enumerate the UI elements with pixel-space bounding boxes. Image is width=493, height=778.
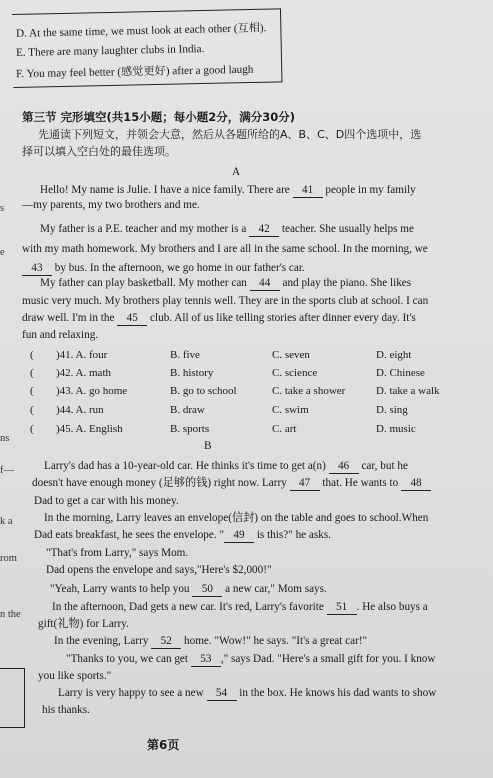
section-instructions-1: 先通读下列短文，并领会大意，然后从各题所给的A、B、C、D四个选项中，选 [38,128,422,141]
margin-fragment: k a [0,516,13,527]
passage-text: In the afternoon, Dad gets a new car. It's red, Larry's favorite [52,601,327,613]
question-option-a: )45. A. English [56,423,123,435]
passage-text: "That's from Larry," says Mom. [46,547,189,559]
blank-53: 53 [191,652,221,667]
passage-b-line [58,686,436,701]
question-option-c: C. seven [272,349,310,361]
question-option-b: B. sports [170,423,210,435]
passage-text: music very much. My brothers play tennis well. They are in the sports club at school. I can [22,295,429,307]
question-option-c: C. swim [272,404,309,416]
option-f: F. You may feel better (感觉更好) after a good laugh [15,63,254,81]
passage-text: gift(礼物) for Larry. [38,618,129,630]
blank-49: 49 [224,528,254,543]
passage-text: in the box. He knows his dad wants to show [236,687,437,699]
passage-text: Larry's dad has a 10-year-old car. He thinks it's time to get a(n) [44,460,329,472]
question-option-d: D. take a walk [376,385,440,397]
question-option-a: )44. A. run [56,404,104,416]
question-option-b: B. go to school [170,385,237,397]
passage-a-line [22,328,98,342]
passage-b-line [38,617,129,631]
section-instructions-2: 择可以填入空白处的最佳选项。 [22,145,176,158]
passage-a-line [22,311,416,326]
passage-text: doesn't have enough money (足够的钱) right now. Larry [32,477,290,489]
blank-42: 42 [249,222,279,237]
question-option-b: B. history [170,367,214,379]
blank-43: 43 [22,261,52,276]
option-d: D. At the same time, we must look at each other (互相). [15,22,267,40]
blank-50: 50 [192,582,222,597]
passage-text: a new car," Mom says. [222,583,327,595]
passage-text: Dad opens the envelope and says,"Here's $2,000!" [46,564,272,576]
passage-text: that. He wants to [319,477,402,489]
passage-text: home. "Wow!" he says. "It's a great car!" [181,635,368,647]
passage-b-line [52,600,428,615]
margin-box [0,668,25,728]
passage-text: his thanks. [42,704,90,716]
passage-a-line [22,294,428,308]
passage-text: teacher. She usually helps me [279,223,414,235]
question-paren: ( [30,367,34,379]
question-option-a: )42. A. math [56,367,111,379]
blank-44: 44 [250,276,280,291]
passage-text: "Thanks to you, we can get [66,653,191,665]
passage-text: In the evening, Larry [54,635,152,647]
blank-51: 51 [327,600,357,615]
passage-text: fun and relaxing. [22,329,99,341]
passage-b-line [34,528,331,543]
question-option-b: B. five [170,349,200,361]
passage-a-label: A [232,166,241,178]
passage-text: . He also buys a [356,601,428,613]
passage-text: In the morning, Larry leaves an envelope(信封) on the table and goes to school.When [44,512,429,524]
passage-b-line [46,563,272,577]
passage-b-label: B [204,440,212,452]
passage-a-line [22,261,305,276]
question-option-d: D. Chinese [376,367,425,379]
question-option-d: D. music [376,423,416,435]
passage-b-line [46,546,188,560]
passage-b-line [42,703,90,717]
passage-text: club. All of us like telling stories after dinner every day. It's [147,312,416,324]
passage-b-line [34,494,179,508]
passage-b-line [66,652,435,667]
passage-text: ," says Dad. "Here's a small gift for you. I know [220,653,436,665]
passage-a-line [22,198,200,212]
passage-b-line [54,634,367,649]
blank-48: 48 [401,476,431,491]
passage-text: people in my family [322,184,416,196]
page-number: 第6页 [147,738,180,752]
option-e: E. There are many laughter clubs in India. [15,43,205,59]
margin-fragment: e [0,247,5,258]
question-paren: ( [30,423,34,435]
passage-a-line [40,222,414,237]
question-paren: ( [30,404,34,416]
passage-text: and play the piano. She likes [279,277,412,289]
question-option-d: D. sing [376,404,408,416]
question-paren: ( [30,385,34,397]
passage-text: you like sports." [38,670,112,682]
margin-fragment: rom [0,553,17,564]
question-option-c: C. art [272,423,297,435]
passage-a-line [40,276,411,291]
section-title: 第三节 完形填空(共15小题；每小题2分，满分30分) [22,110,296,124]
passage-b-line [32,476,431,491]
passage-text: "Yeah, Larry wants to help you [50,583,193,595]
passage-b-line [44,459,408,474]
blank-45: 45 [117,311,147,326]
passage-text: with my math homework. My brothers and I are all in the same school. In the morning, we [22,243,428,255]
blank-52: 52 [151,634,181,649]
question-option-a: )43. A. go home [56,385,128,397]
question-option-d: D. eight [376,349,412,361]
passage-text: by bus. In the afternoon, we go home in our father's car. [52,262,305,274]
passage-text: draw well. I'm in the [22,312,118,324]
question-option-c: C. science [272,367,318,379]
question-paren: ( [30,349,34,361]
question-option-c: C. take a shower [272,385,346,397]
passage-b-line [50,582,327,597]
question-option-b: B. draw [170,404,205,416]
margin-fragment: n the [0,609,21,620]
margin-fragment: f— [0,465,14,476]
margin-fragment: s [0,203,5,214]
blank-47: 47 [290,476,320,491]
question-option-a: )41. A. four [56,349,108,361]
blank-54: 54 [207,686,237,701]
blank-46: 46 [329,459,359,474]
blank-41: 41 [293,183,323,198]
passage-a-line [40,183,416,198]
passage-text: car, but he [358,460,408,472]
margin-fragment: ns [0,433,10,444]
passage-b-line [38,669,111,683]
passage-text: is this?" he asks. [254,529,331,541]
passage-text: Larry is very happy to see a new [58,687,207,699]
passage-text: Dad eats breakfast, he sees the envelope. " [34,529,225,541]
passage-text: My father can play basketball. My mother can [40,277,250,289]
passage-a-line [22,242,428,256]
passage-b-line [44,511,428,525]
passage-text: Dad to get a car with his money. [34,495,179,507]
passage-text: My father is a P.E. teacher and my mother is a [40,223,250,235]
passage-text: Hello! My name is Julie. I have a nice family. There are [40,184,293,196]
passage-text: —my parents, my two brothers and me. [22,199,200,211]
